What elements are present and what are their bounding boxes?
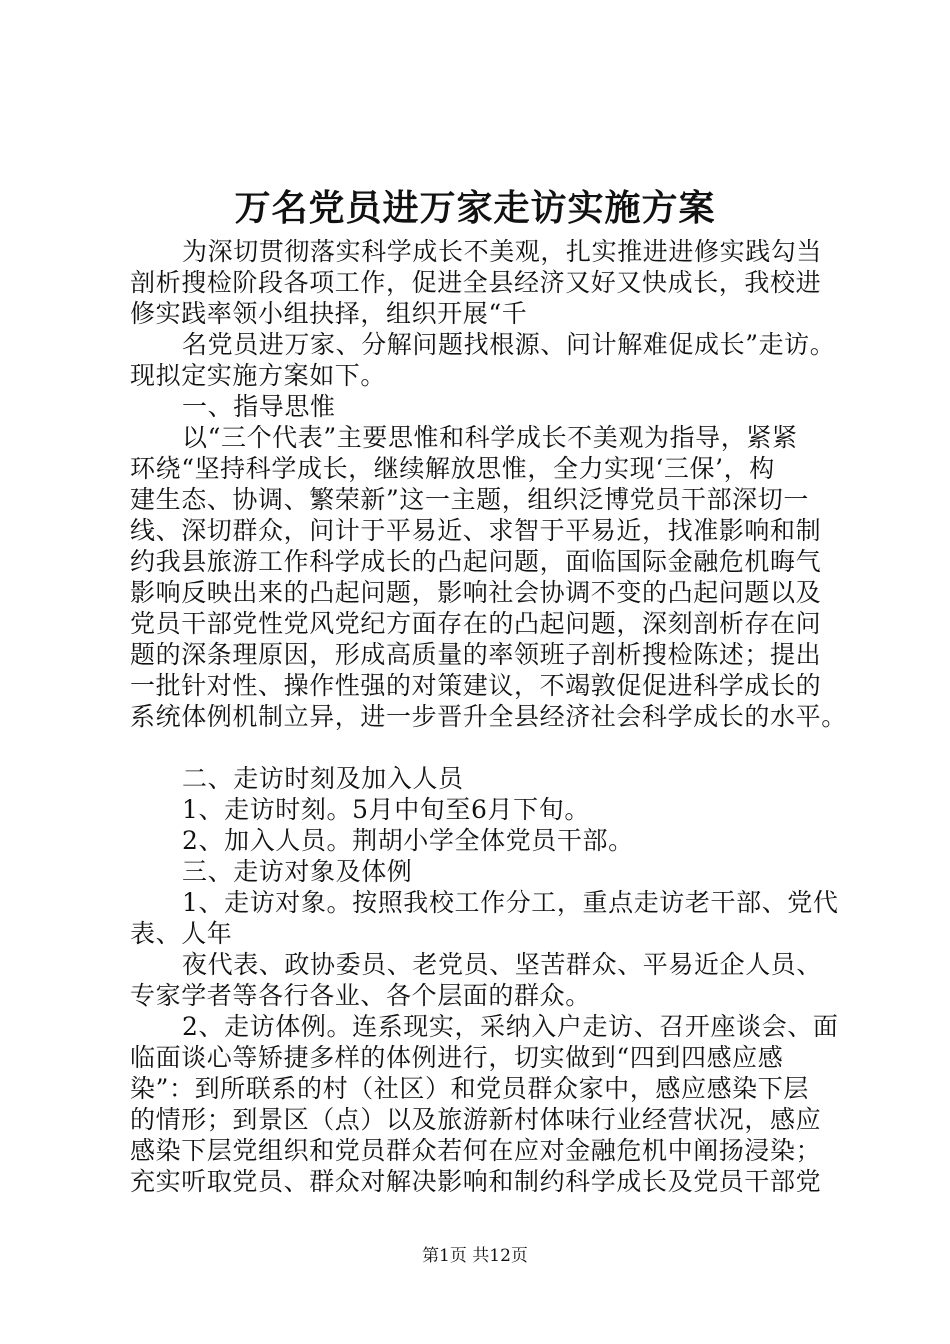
paragraph-line: 染”：到所联系的村（社区）和党员群众家中，感应感染下层: [130, 1074, 809, 1103]
paragraph-line: 充实听取党员、群众对解决影响和制约科学成长及党员干部党: [130, 1167, 822, 1196]
paragraph-line: 夜代表、政协委员、老党员、坚苦群众、平易近企人员、: [182, 950, 823, 979]
paragraph-line: 修实践率领小组抉择，组织开展“千: [130, 299, 528, 328]
paragraph-line: 2、走访体例。连系现实，采纳入户走访、召开座谈会、面: [182, 1012, 839, 1041]
paragraph-line: 环绕“坚持科学成长，继续解放思惟，全力实现‘三保’，构: [130, 454, 775, 483]
paragraph-line: 2、加入人员。荆胡小学全体党员干部。: [182, 826, 634, 855]
paragraph-line: 的情形；到景区（点）以及旅游新村体味行业经营状况，感应: [130, 1105, 822, 1134]
paragraph-line: 党员干部党性党风党纪方面存在的凸起问题，深刻剖析存在问: [130, 609, 822, 638]
paragraph-line: 临面谈心等矫捷多样的体例进行，切实做到“四到四感应感: [130, 1043, 784, 1072]
page-footer: 第1页 共12页: [422, 1246, 528, 1266]
paragraph-line: 名党员进万家、分解问题找根源、问计解难促成长”走访。: [182, 330, 836, 359]
document-title: 万名党员进万家走访实施方案: [234, 187, 716, 229]
paragraph-line: 现拟定实施方案如下。: [130, 361, 387, 390]
paragraph-line: 表、人年: [130, 919, 233, 948]
paragraph-line: 1、走访时刻。5月中旬至6月下旬。: [182, 795, 590, 824]
paragraph-line: 一、指导思惟: [182, 392, 336, 421]
paragraph-line: 为深切贯彻落实科学成长不美观，扎实推进进修实践勾当: [182, 237, 823, 266]
document-body: [130, 236, 847, 1197]
paragraph-line: 系统体例机制立异，进一步晋升全县经济社会科学成长的水平。: [130, 702, 847, 731]
paragraph-line: 三、走访对象及体例: [182, 857, 413, 886]
paragraph-line: 影响反映出来的凸起问题，影响社会协调不变的凸起问题以及: [130, 578, 822, 607]
paragraph-line: 建生态、协调、繁荣新”这一主题，组织泛博党员干部深切一: [130, 485, 809, 514]
paragraph-line: 剖析搜检阶段各项工作，促进全县经济又好又快成长，我校进: [130, 268, 822, 297]
paragraph-line: 感染下层党组织和党员群众若何在应对金融危机中阐扬浸染；: [130, 1136, 822, 1165]
paragraph-line: 一批针对性、操作性强的对策建议，不竭敦促促进科学成长的: [130, 671, 822, 700]
paragraph-line: 二、走访时刻及加入人员: [182, 764, 464, 793]
paragraph-line: 题的深条理原因，形成高质量的率领班子剖析搜检陈述；提出: [130, 640, 822, 669]
paragraph-line: 以“三个代表”主要思惟和科学成长不美观为指导，紧紧: [182, 423, 798, 452]
paragraph-line: 1、走访对象。按照我校工作分工，重点走访老干部、党代: [182, 888, 839, 917]
paragraph-line: 线、深切群众，问计于平易近、求智于平易近，找准影响和制: [130, 516, 822, 545]
paragraph-line: 约我县旅游工作科学成长的凸起问题，面临国际金融危机晦气: [130, 547, 822, 576]
paragraph-line: 专家学者等各行各业、各个层面的群众。: [130, 981, 591, 1010]
blank-line: [130, 732, 830, 763]
